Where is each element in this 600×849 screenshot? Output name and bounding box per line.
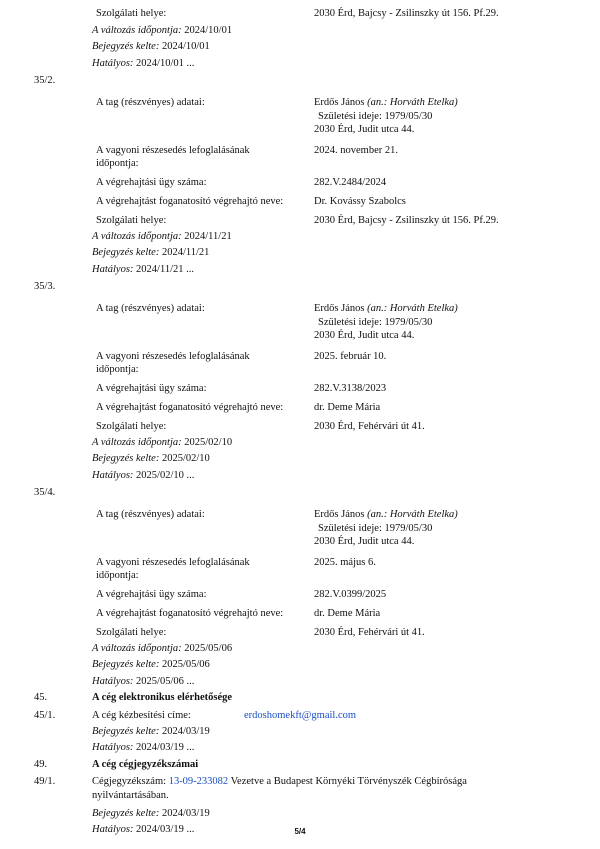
owner-mother: (an.: Horváth Etelka) [367, 303, 458, 314]
entry-date-value: 2024/03/19 [161, 726, 210, 737]
entry-date-line [92, 808, 210, 820]
change-date-label: A változás időpontja: [92, 437, 182, 448]
owner-name-line [314, 303, 458, 315]
effective-label: Hatályos: [92, 58, 134, 69]
effective-value: 2024/03/19 ... [136, 742, 195, 753]
effective-value: 2024/11/21 ... [136, 264, 194, 275]
owner-name: Erdős János [314, 303, 365, 314]
entry-date-value: 2025/02/10 [161, 453, 210, 464]
seizure-date-label: A vagyoni részesedés lefoglalásának [96, 557, 250, 568]
effective-label: Hatályos: [92, 676, 134, 687]
effective-line [92, 470, 194, 482]
owner-mother: (an.: Horváth Etelka) [367, 97, 458, 108]
seizure-date-value: 2025. február 10. [314, 351, 387, 362]
change-date-line [92, 437, 232, 449]
owner-label: A tag (részvényes) adatai: [96, 97, 205, 108]
case-number-value: 282.V.0399/2025 [314, 589, 387, 600]
case-number-value: 282.V.2484/2024 [314, 177, 387, 188]
bailiff-label: A végrehajtást foganatosító végrehajtó neve: [96, 196, 284, 207]
section-number: 49. [34, 759, 48, 770]
entry-number: 35/4. [34, 487, 56, 498]
effective-line [92, 676, 194, 688]
effective-label: Hatályos: [92, 264, 134, 275]
section-number: 45. [34, 692, 48, 703]
office-value: 2030 Érd, Fehérvári út 41. [314, 627, 425, 638]
owner-name-line [314, 97, 458, 109]
change-date-value: 2024/10/01 [184, 25, 233, 36]
office-label: Szolgálati helye: [96, 627, 167, 638]
change-date-value: 2024/11/21 [184, 231, 232, 242]
change-date-value: 2025/02/10 [184, 437, 233, 448]
subsection-number: 45/1. [34, 710, 56, 721]
change-date-value: 2025/05/06 [184, 643, 233, 654]
owner-label: A tag (részvényes) adatai: [96, 509, 205, 520]
entry-date-label: Bejegyzés kelte: [92, 41, 160, 52]
change-date-line [92, 25, 232, 37]
page-number: 5/4 [294, 827, 306, 836]
entry-number: 35/2. [34, 75, 56, 86]
bailiff-value: dr. Deme Mária [314, 608, 381, 619]
effective-line [92, 58, 194, 70]
registration-line [92, 776, 467, 788]
entry-date-value: 2024/03/19 [161, 808, 210, 819]
owner-label: A tag (részvényes) adatai: [96, 303, 205, 314]
change-date-line [92, 643, 232, 655]
seizure-date-label: A vagyoni részesedés lefoglalásának [96, 145, 250, 156]
effective-value: 2024/03/19 ... [136, 824, 195, 835]
owner-address: 2030 Érd, Judit utca 44. [314, 330, 415, 341]
section-title: A cég elektronikus elérhetősége [92, 692, 233, 703]
effective-value: 2025/02/10 ... [136, 470, 195, 481]
owner-birth: Születési ideje: 1979/05/30 [318, 523, 433, 534]
case-number-label: A végrehajtási ügy száma: [96, 177, 207, 188]
office-value: 2030 Érd, Fehérvári út 41. [314, 421, 425, 432]
delivery-address-label: A cég kézbesítési címe: [92, 710, 191, 721]
entry-date-line [92, 659, 210, 671]
effective-label: Hatályos: [92, 470, 134, 481]
entry-date-line [92, 453, 210, 465]
seizure-date-label-2: időpontja: [96, 570, 139, 581]
entry-date-label: Bejegyzés kelte: [92, 808, 160, 819]
owner-name-line [314, 509, 458, 521]
office-value: 2030 Érd, Bajcsy - Zsilinszky út 156. Pf.29. [314, 215, 499, 226]
owner-name: Erdős János [314, 97, 365, 108]
case-number-label: A végrehajtási ügy száma: [96, 589, 207, 600]
registration-number: 13-09-233082 [168, 776, 229, 787]
entry-date-line [92, 247, 209, 259]
bailiff-value: dr. Deme Mária [314, 402, 381, 413]
case-number-label: A végrehajtási ügy száma: [96, 383, 207, 394]
owner-mother: (an.: Horváth Etelka) [367, 509, 458, 520]
subsection-number: 49/1. [34, 776, 56, 787]
seizure-date-label-2: időpontja: [96, 364, 139, 375]
effective-label: Hatályos: [92, 824, 134, 835]
entry-date-label: Bejegyzés kelte: [92, 247, 160, 258]
change-date-label: A változás időpontja: [92, 643, 182, 654]
office-label: Szolgálati helye: [96, 421, 167, 432]
entry-date-value: 2025/05/06 [161, 659, 210, 670]
bailiff-value: Dr. Kovássy Szabolcs [314, 196, 406, 207]
effective-value: 2025/05/06 ... [136, 676, 195, 687]
entry-date-line [92, 41, 210, 53]
bailiff-label: A végrehajtást foganatosító végrehajtó neve: [96, 608, 284, 619]
entry-number: 35/3. [34, 281, 56, 292]
registration-court: Vezetve a Budapest Környéki Törvényszék Cégbírósága [230, 776, 467, 787]
entry-date-value: 2024/11/21 [161, 247, 210, 258]
owner-address: 2030 Érd, Judit utca 44. [314, 536, 415, 547]
effective-value: 2024/10/01 ... [136, 58, 195, 69]
change-date-line [92, 231, 232, 243]
registration-line-2: nyilvántartásában. [92, 790, 169, 801]
entry-date-value: 2024/10/01 [161, 41, 210, 52]
entry-date-line [92, 726, 210, 738]
entry-date-label: Bejegyzés kelte: [92, 659, 160, 670]
seizure-date-value: 2025. május 6. [314, 557, 376, 568]
bailiff-label: A végrehajtást foganatosító végrehajtó neve: [96, 402, 284, 413]
seizure-date-label: A vagyoni részesedés lefoglalásának [96, 351, 250, 362]
entry-date-label: Bejegyzés kelte: [92, 726, 160, 737]
section-title: A cég cégjegyzékszámai [92, 759, 199, 770]
seizure-date-value: 2024. november 21. [314, 145, 398, 156]
registration-prefix: Cégjegyzékszám: [92, 776, 167, 787]
seizure-date-label-2: időpontja: [96, 158, 139, 169]
owner-birth: Születési ideje: 1979/05/30 [318, 111, 433, 122]
entry-date-label: Bejegyzés kelte: [92, 453, 160, 464]
change-date-label: A változás időpontja: [92, 231, 182, 242]
email-link[interactable]: erdoshomekft@gmail.com [244, 710, 357, 721]
owner-address: 2030 Érd, Judit utca 44. [314, 124, 415, 135]
effective-line [92, 742, 194, 754]
office-label: Szolgálati helye: [96, 215, 167, 226]
effective-line [92, 264, 194, 276]
office-value: 2030 Érd, Bajcsy - Zsilinszky út 156. Pf.29. [314, 8, 499, 19]
change-date-label: A változás időpontja: [92, 25, 182, 36]
office-label: Szolgálati helye: [96, 8, 167, 19]
owner-birth: Születési ideje: 1979/05/30 [318, 317, 433, 328]
case-number-value: 282.V.3138/2023 [314, 383, 387, 394]
effective-label: Hatályos: [92, 742, 134, 753]
owner-name: Erdős János [314, 509, 365, 520]
